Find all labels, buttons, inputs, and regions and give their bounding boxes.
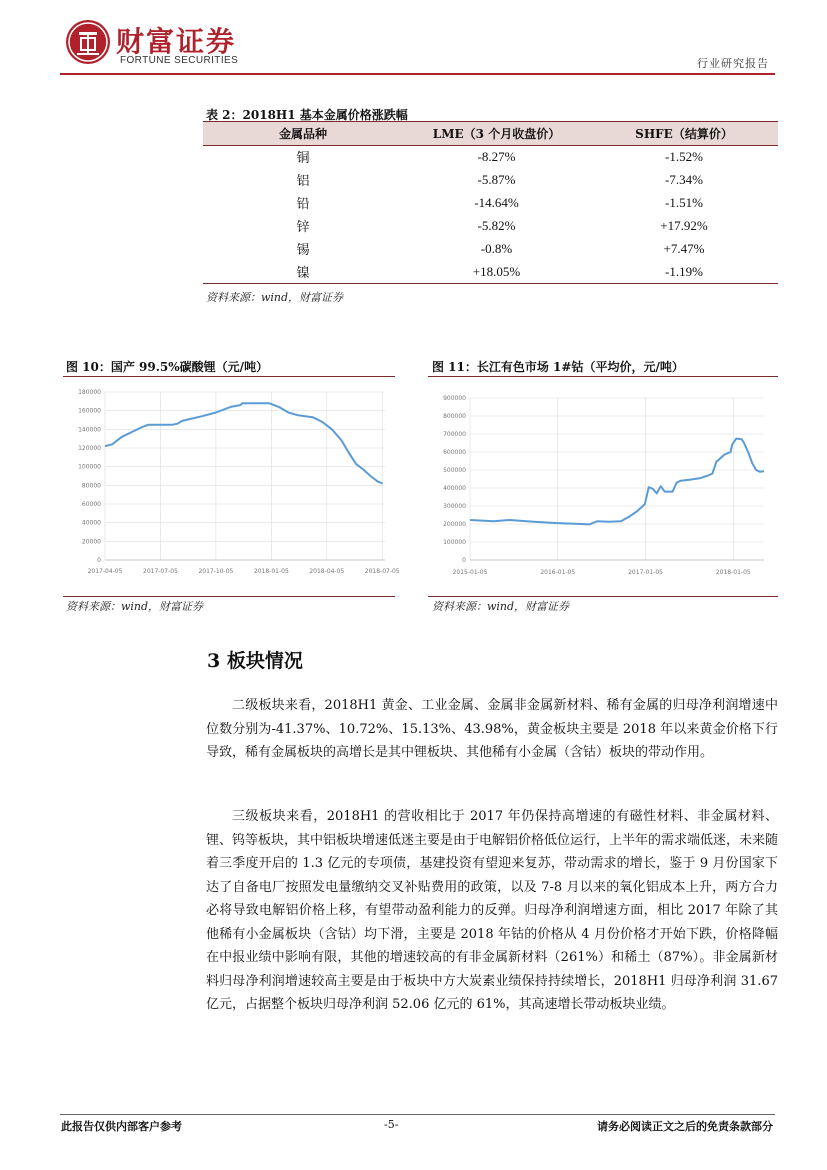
table-title: 表 2：2018H1 基本金属价格涨跌幅 xyxy=(206,108,408,122)
table-cell: -1.52% xyxy=(665,148,703,164)
y-tick-label: 140000 xyxy=(78,426,101,434)
y-tick-label: 100000 xyxy=(443,539,466,546)
table-cell: -1.19% xyxy=(590,260,778,283)
chart11-top-rule xyxy=(428,376,778,377)
table-row xyxy=(203,168,778,191)
y-tick-label: 900000 xyxy=(443,395,466,402)
paragraph: 三级板块来看，2018H1 的营收相比于 2017 年仍保持高增速的有磁性材料、非金属材料、锂、钨等板块，其中铝板块增速低迷主要是由于电解铝价格低位运行，上半年的需求端低迷，未来随着三季度开启的 1.3 亿元的专项债，基建投资有望迎来复苏，带动需求的增长，鉴于 9 月份国家下达了自备电厂按照发电量缴纳交叉补贴费用的政策，以及 7-8 月以来的氧化铝成本上升，两方合力必将导致电解铝价格上移，有望带动盈利能力的反弹。归母净利润增速方面，相比 2017 年除了其他稀有小金属板块（含钴）均下滑，主要是 2018 年钴的价格从 4 月份价格才开始下跌，价格降幅在中报业绩中影响有限，其他的增速较高的有非金属新材料（261%）和稀土（87%）。非金属新材料归母净利润增速较高主要是由于板块中方大炭素业绩保持持续增长，2018H1 归母净利润 31.67 亿元，占据整个板块归母净利润 52.06 亿元的 61%，其高速增长带动板块业绩。 xyxy=(206,809,779,1012)
table-cell: 铜 xyxy=(296,150,310,166)
y-tick-label: 0 xyxy=(97,557,101,564)
chart11-bottom-rule xyxy=(428,596,778,597)
chart10-plot xyxy=(63,378,400,596)
y-tick-label: 180000 xyxy=(78,389,101,396)
company-name-cn: 财富证券 xyxy=(116,25,237,58)
y-tick-label: 160000 xyxy=(78,407,101,415)
chart10-bottom-rule xyxy=(63,596,395,597)
chart10-source: 资料来源：wind，财富证券 xyxy=(66,600,204,613)
page-number: -5- xyxy=(384,1118,399,1131)
table-row xyxy=(203,214,778,237)
table-cell: -5.82% xyxy=(477,217,516,233)
y-tick-label: 200000 xyxy=(443,521,466,528)
x-tick-label: 2018-07-05 xyxy=(364,568,400,575)
table-header-row xyxy=(203,122,778,145)
chart10-title: 图 10：国产 99.5%碳酸锂（元/吨） xyxy=(66,360,269,374)
table-cell: -8.27% xyxy=(477,148,516,164)
table-header-cell: LME（3 个月收盘价） xyxy=(403,122,590,145)
y-tick-label: 600000 xyxy=(443,449,466,456)
chart11-plot xyxy=(428,378,778,596)
table-row xyxy=(203,145,778,168)
table-header-cell: SHFE（结算价） xyxy=(590,122,778,145)
table-cell: +18.05% xyxy=(403,260,590,283)
footer-disclaimer: 此报告仅供内部客户参考 xyxy=(61,1120,182,1133)
table-cell: +17.92% xyxy=(660,217,708,233)
x-tick-label: 2018-01-05 xyxy=(715,569,751,576)
y-tick-label: 500000 xyxy=(443,467,466,474)
company-logo-icon xyxy=(66,20,110,64)
header-divider xyxy=(60,73,775,75)
chart10-top-rule xyxy=(63,376,395,377)
x-tick-label: 2018-04-05 xyxy=(309,568,345,575)
paragraph: 二级板块来看，2018H1 黄金、工业金属、金属非金属新材料、稀有金属的归母净利润增速中位数分别为-41.37%、10.72%、15.13%、43.98%，黄金板块主要是 2018 年以来黄金价格下行导致，稀有金属板块的高增长是其中锂板块、其他稀有小金属（含钴）板块的带动作用。 xyxy=(206,698,778,760)
company-name-en: FORTUNE SECURITIES xyxy=(120,55,239,66)
y-tick-label: 300000 xyxy=(443,503,466,510)
table-cell: -1.51% xyxy=(665,194,703,210)
footer-notice: 请务必阅读正文之后的免责条款部分 xyxy=(597,1120,773,1133)
y-tick-label: 100000 xyxy=(78,463,101,471)
table-cell: 铝 xyxy=(296,173,310,189)
table-cell: -7.34% xyxy=(665,171,703,187)
x-tick-label: 2017-10-05 xyxy=(198,568,234,575)
footer-divider xyxy=(60,1114,775,1115)
table-row xyxy=(203,191,778,214)
table-cell: -14.64% xyxy=(474,194,519,210)
y-tick-label: 800000 xyxy=(443,413,466,420)
table-source: 资料来源：wind，财富证券 xyxy=(206,291,344,304)
table-row xyxy=(203,260,778,283)
table-cell: +7.47% xyxy=(663,240,705,256)
table-cell: -5.87% xyxy=(477,171,516,187)
x-tick-label: 2017-07-05 xyxy=(143,568,178,575)
table-cell: -0.8% xyxy=(480,240,513,256)
y-tick-label: 700000 xyxy=(443,431,466,438)
chart11-source: 资料来源：wind，财富证券 xyxy=(432,600,570,613)
table-header-cell: 金属品种 xyxy=(203,122,403,145)
table-cell: 铅 xyxy=(296,196,310,212)
y-tick-label: 80000 xyxy=(81,482,101,490)
x-tick-label: 2015-01-05 xyxy=(452,569,488,576)
table-cell: 镍 xyxy=(203,260,403,283)
chart11-title: 图 11：长江有色市场 1#钴（平均价，元/吨） xyxy=(432,360,684,374)
series-line xyxy=(470,439,764,525)
y-tick-label: 400000 xyxy=(443,485,466,492)
y-tick-label: 60000 xyxy=(81,501,101,508)
section-title: 3 板块情况 xyxy=(207,650,303,672)
x-tick-label: 2017-01-05 xyxy=(628,569,663,576)
table-cell: 锌 xyxy=(296,219,310,235)
metal-price-table xyxy=(203,122,778,284)
report-type: 行业研究报告 xyxy=(697,57,769,70)
x-tick-label: 2016-01-05 xyxy=(540,569,576,576)
y-tick-label: 20000 xyxy=(81,538,101,546)
x-tick-label: 2018-01-05 xyxy=(253,568,289,575)
y-tick-label: 0 xyxy=(462,557,466,564)
y-tick-label: 120000 xyxy=(78,445,101,452)
y-tick-label: 40000 xyxy=(81,519,101,527)
table-row xyxy=(203,237,778,260)
series-line xyxy=(105,403,383,483)
table-cell: 锡 xyxy=(296,242,310,258)
x-tick-label: 2017-04-05 xyxy=(87,568,123,575)
